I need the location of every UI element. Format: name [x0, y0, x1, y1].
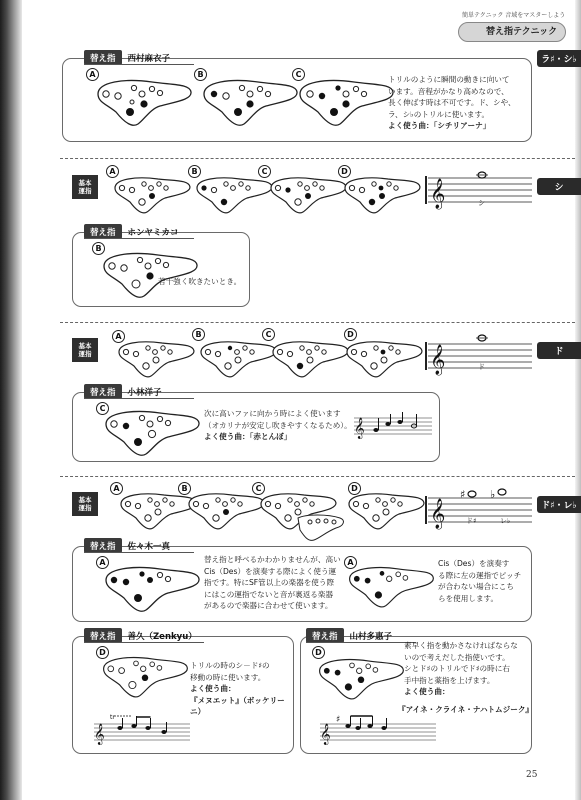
- kaeyubi-tag: 替え指: [84, 50, 122, 65]
- song-label: よく使う曲：: [388, 121, 434, 130]
- svg-text:♯: ♯: [336, 715, 341, 725]
- svg-text:𝄞: 𝄞: [430, 179, 446, 209]
- svg-text:𝄞: 𝄞: [94, 724, 105, 745]
- text-line: が合わない場合にこち: [438, 582, 514, 591]
- song-label: よく使う曲：: [190, 684, 236, 693]
- ocarina-diagram-b: [186, 488, 266, 534]
- text-line: 次に高いファに向かう時によく使います: [204, 409, 341, 418]
- card-label-honyamikako: [84, 224, 179, 239]
- alt-description-yamamura: [404, 640, 532, 698]
- section-divider: [60, 476, 575, 477]
- fingering-letter-c: C: [96, 402, 109, 415]
- kaeyubi-tag: 替え指: [84, 384, 122, 399]
- fingering-letter-b: B: [194, 68, 207, 81]
- basic-fingering-label: 基本 運指: [72, 338, 98, 362]
- label-underline: [84, 552, 194, 553]
- ocarina-diagram-c: [268, 172, 348, 218]
- text-line: 素早く指を動かさなければならな: [404, 641, 518, 650]
- song-title: 「赤とんぼ」: [249, 432, 292, 441]
- song-title: 「シチリアーナ」: [433, 121, 491, 130]
- label-underline: [84, 64, 194, 65]
- fingering-letter-c: C: [258, 165, 271, 178]
- fingering-letter-d: D: [312, 646, 325, 659]
- author-name: 小林洋子: [127, 387, 162, 398]
- fingering-letter-a: A: [110, 482, 123, 495]
- header-title: 替え指テクニック: [486, 27, 558, 37]
- fingering-letter-b: B: [92, 242, 105, 255]
- svg-text:𝄞: 𝄞: [320, 724, 331, 745]
- ocarina-diagram-alt-d-yamamura: [316, 652, 406, 704]
- ocarina-diagram-b: [198, 336, 278, 382]
- page-edge: [575, 0, 581, 800]
- ocarina-diagram-alt-a-left: [102, 560, 202, 616]
- text-line: Cis（Des）を演奏す: [438, 559, 510, 568]
- note-name-si: シ: [478, 199, 485, 207]
- svg-text:𝄞: 𝄞: [354, 418, 365, 439]
- svg-text:♭: ♭: [490, 488, 496, 501]
- author-name: ホンヤミカコ: [127, 227, 179, 238]
- label-underline: [84, 398, 194, 399]
- music-snippet-eine-kleine: [318, 712, 438, 748]
- svg-text:tr: tr: [110, 714, 115, 721]
- note-name-do-sharp: ド♯: [466, 517, 477, 525]
- ocarina-diagram-a: [116, 336, 196, 382]
- fingering-letter-d: D: [348, 482, 361, 495]
- fingering-letter-a: A: [344, 556, 357, 569]
- fingering-letter-c: C: [252, 482, 265, 495]
- fingering-letter-b: B: [178, 482, 191, 495]
- card-label-kobayashi: [84, 384, 162, 399]
- kaeyubi-tag: 替え指: [84, 538, 122, 553]
- author-name: 西村麻衣子: [127, 53, 171, 64]
- card-label-yamamura: [306, 628, 392, 643]
- binding-shadow: [0, 0, 22, 800]
- fingering-letter-c: C: [262, 328, 275, 341]
- music-staff-do-sharp: [424, 488, 534, 532]
- basic-fingering-label: 基本 運指: [72, 175, 98, 199]
- header-badge: [458, 8, 566, 48]
- fingering-letter-d: D: [96, 646, 109, 659]
- tab-la-sharp-si: ラ♯・シ♭: [537, 50, 581, 67]
- alt-description-right: [438, 558, 530, 604]
- song-label: よく使う曲：: [204, 432, 250, 441]
- ocarina-diagram-d: [344, 336, 424, 382]
- text-line: います。音程がかなり高めなので、: [388, 86, 509, 96]
- page-number: 25: [526, 770, 538, 780]
- text-line: シとド♯のトリルでド♯の時に右: [404, 664, 510, 673]
- alt-description-left: [204, 554, 344, 612]
- tab-si: シ: [537, 178, 581, 195]
- song-label: よく使う曲：: [404, 687, 450, 696]
- fingering-letter-a: A: [86, 68, 99, 81]
- fingering-letter-a: A: [112, 330, 125, 343]
- ocarina-diagram-b: [194, 172, 274, 218]
- fingering-letter-a: A: [96, 556, 109, 569]
- note-name-do: ド: [478, 363, 485, 371]
- song-line: [388, 120, 530, 132]
- ocarina-diagram-c: [296, 72, 396, 132]
- song-line: [204, 431, 352, 443]
- text-line: 替え指と呼べるかわかりませんが、高い: [204, 555, 341, 564]
- text-line: にはこの運指でないと音が裏返る楽器: [204, 589, 334, 599]
- kaeyubi-tag: 替え指: [84, 224, 122, 239]
- label-underline: [306, 642, 416, 643]
- fingering-letter-b: B: [188, 165, 201, 178]
- ocarina-diagram-alt-c: [102, 404, 202, 460]
- ocarina-diagram-c: [270, 336, 350, 382]
- fingering-letter-a: A: [106, 165, 119, 178]
- tab-do: ド: [537, 342, 581, 359]
- kaeyubi-tag: 替え指: [84, 628, 122, 643]
- text-line: らを使用します。: [438, 593, 499, 603]
- text-line: Cis（Des）を演奏する際によく使う運: [204, 566, 337, 576]
- ocarina-diagram-a: [112, 172, 192, 218]
- fingering-letter-b: B: [192, 328, 205, 341]
- ocarina-diagram-d: [346, 488, 426, 534]
- author-name: 佐々木一真: [127, 541, 171, 552]
- description-text: [388, 74, 530, 132]
- note-name-re-flat: レ♭: [500, 517, 511, 525]
- section-divider: [60, 158, 575, 159]
- text-line: 長く伸ばす時は不可です。ド、シや、: [388, 98, 516, 107]
- text-line: があるので楽器に合わせて使います。: [204, 601, 333, 610]
- tab-do-sharp: ド♯・レ♭: [537, 496, 581, 513]
- text-line: 手中指と薬指を上げます。: [404, 675, 495, 685]
- ocarina-diagram-c: [258, 488, 348, 544]
- card-label-nishimura: [84, 50, 170, 65]
- ocarina-diagram-b: [200, 72, 300, 132]
- alt-description: [204, 408, 352, 443]
- ocarina-diagram-alt-b: [100, 246, 200, 302]
- text-line: （オカリナが安定し吹きやすくなるため）。: [204, 420, 352, 430]
- card-label-zenkyu: [84, 628, 197, 643]
- header-subtitle: 簡単テクニック 音域をマスターしよう: [462, 12, 566, 19]
- card-label-sasaki: [84, 538, 170, 553]
- ocarina-diagram-a: [94, 72, 194, 132]
- author-name: 善久（Zenkyu）: [127, 631, 197, 642]
- fingering-letter-d: D: [344, 328, 357, 341]
- text-line: 移動の時に使います。: [190, 672, 266, 682]
- text-line: る際に左の運指でピッチ: [438, 570, 522, 580]
- label-underline: [84, 238, 194, 239]
- svg-text:𝄞: 𝄞: [430, 499, 446, 529]
- author-name: 山村多惠子: [349, 631, 393, 642]
- text-line: トリルの時のシ－ド♯の: [190, 661, 270, 670]
- alt-description-zenkyu: [190, 660, 292, 718]
- song-title: 『メヌエット』（ボッケリーニ）: [190, 695, 285, 716]
- text-line: ラ、シ♭のトリルに使います。: [388, 109, 490, 119]
- ocarina-diagram-alt-a-right: [346, 560, 436, 612]
- fingering-letter-d: D: [338, 165, 351, 178]
- section-divider: [60, 322, 575, 323]
- music-snippet-menuet: [92, 712, 192, 748]
- kaeyubi-tag: 替え指: [306, 628, 344, 643]
- alt-description: 若干強く吹きたいとき。: [158, 277, 242, 286]
- text-line: トリルのように瞬間の動きに向いて: [388, 75, 510, 84]
- text-line: 指です。特にSF管以上の楽器を使う際: [204, 578, 335, 587]
- fingering-letter-c: C: [292, 68, 305, 81]
- basic-fingering-label: 基本 運指: [72, 492, 98, 516]
- text-line: いので考えだした指使いです。: [404, 652, 510, 662]
- song-title: 『アイネ・クライネ・ナハトムジーク』: [398, 705, 534, 714]
- music-snippet-akatombo: [352, 410, 434, 444]
- svg-text:𝄞: 𝄞: [430, 345, 446, 375]
- label-underline: [84, 642, 204, 643]
- ocarina-diagram-alt-d-zenkyu: [100, 650, 190, 702]
- svg-text:♯: ♯: [460, 488, 466, 501]
- ocarina-diagram-d: [342, 172, 422, 218]
